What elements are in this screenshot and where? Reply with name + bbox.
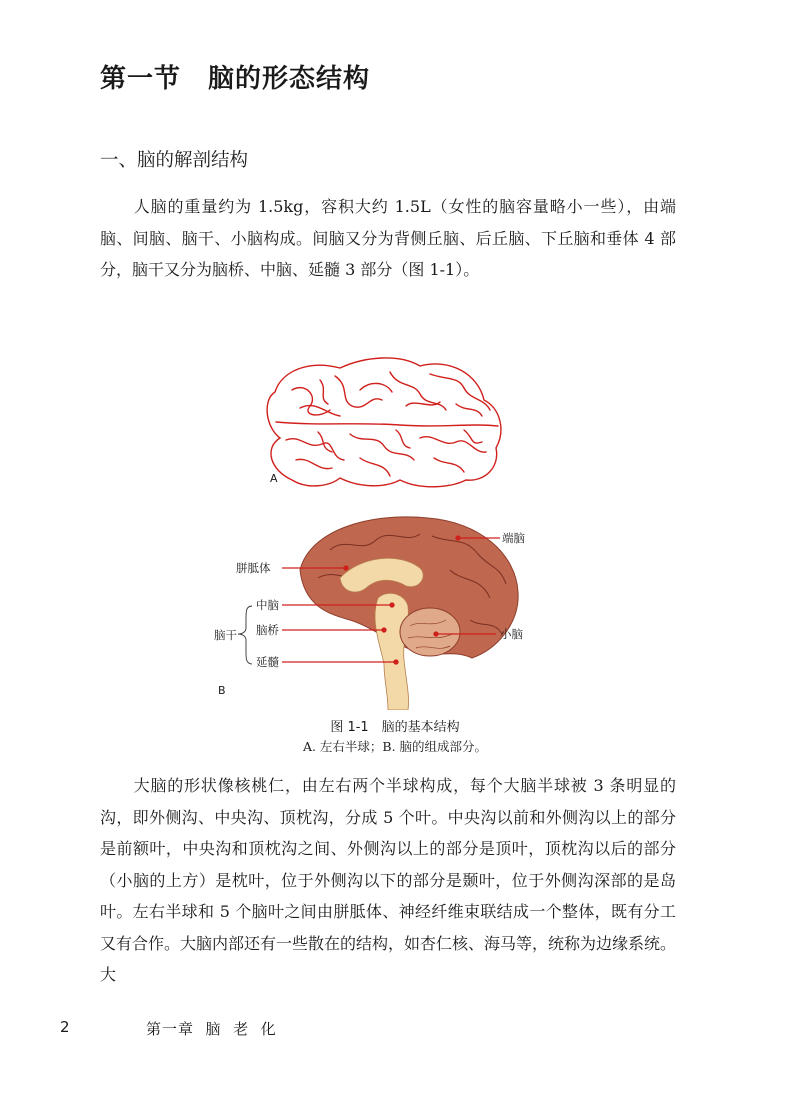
label-corpus-callosum: 胼胝体 (236, 561, 271, 575)
label-cerebellum: 小脑 (500, 627, 523, 641)
panel-a-label: A (270, 472, 278, 485)
figure-brain (200, 330, 590, 710)
page-number: 2 (60, 1018, 70, 1036)
subsection-title: 一、脑的解剖结构 (100, 150, 249, 171)
label-telencephalon: 端脑 (502, 531, 525, 545)
section-title: 第一节 脑的形态结构 (100, 64, 371, 94)
label-brainstem: 脑干 (214, 628, 237, 642)
paragraph-intro: 人脑的重量约为 1.5kg，容积大约 1.5L（女性的脑容量略小一些），由端脑、间脑、脑干、小脑构成。间脑又分为背侧丘脑、后丘脑、下丘脑和垂体 4 部分，脑干又分为脑桥、中脑、延髓 3 部分（图 1-1）。 (100, 197, 676, 279)
chapter-title: 第一章 脑 老 化 (146, 1020, 277, 1038)
panel-b-label: B (218, 684, 226, 697)
label-medulla: 延髓 (256, 655, 279, 669)
label-pons: 脑桥 (256, 623, 279, 637)
paragraph-cerebrum: 大脑的形状像核桃仁，由左右两个半球构成，每个大脑半球被 3 条明显的沟，即外侧沟、中央沟、顶枕沟，分成 5 个叶。中央沟以前和外侧沟以上的部分是前额叶，中央沟和顶枕沟之间、外侧沟以上的部分是顶叶，顶枕沟以后的部分（小脑的上方）是枕叶，位于外侧沟以下的部分是颞叶，位于外侧沟深部的是岛叶。左右半球和 5 个脑叶之间由胼胝体、神经纤维束联结成一个整体，既有分工又有合作。大脑内部还有一些散在的结构，如杏仁核、海马等，统称为边缘系统。大 (100, 776, 677, 984)
figure-caption-title: 图 1-1 脑的基本结构 (330, 720, 460, 735)
label-midbrain: 中脑 (256, 598, 279, 612)
brain-top-view-illustration (200, 330, 590, 710)
figure-caption-description: A. 左右半球；B. 脑的组成部分。 (302, 739, 488, 754)
